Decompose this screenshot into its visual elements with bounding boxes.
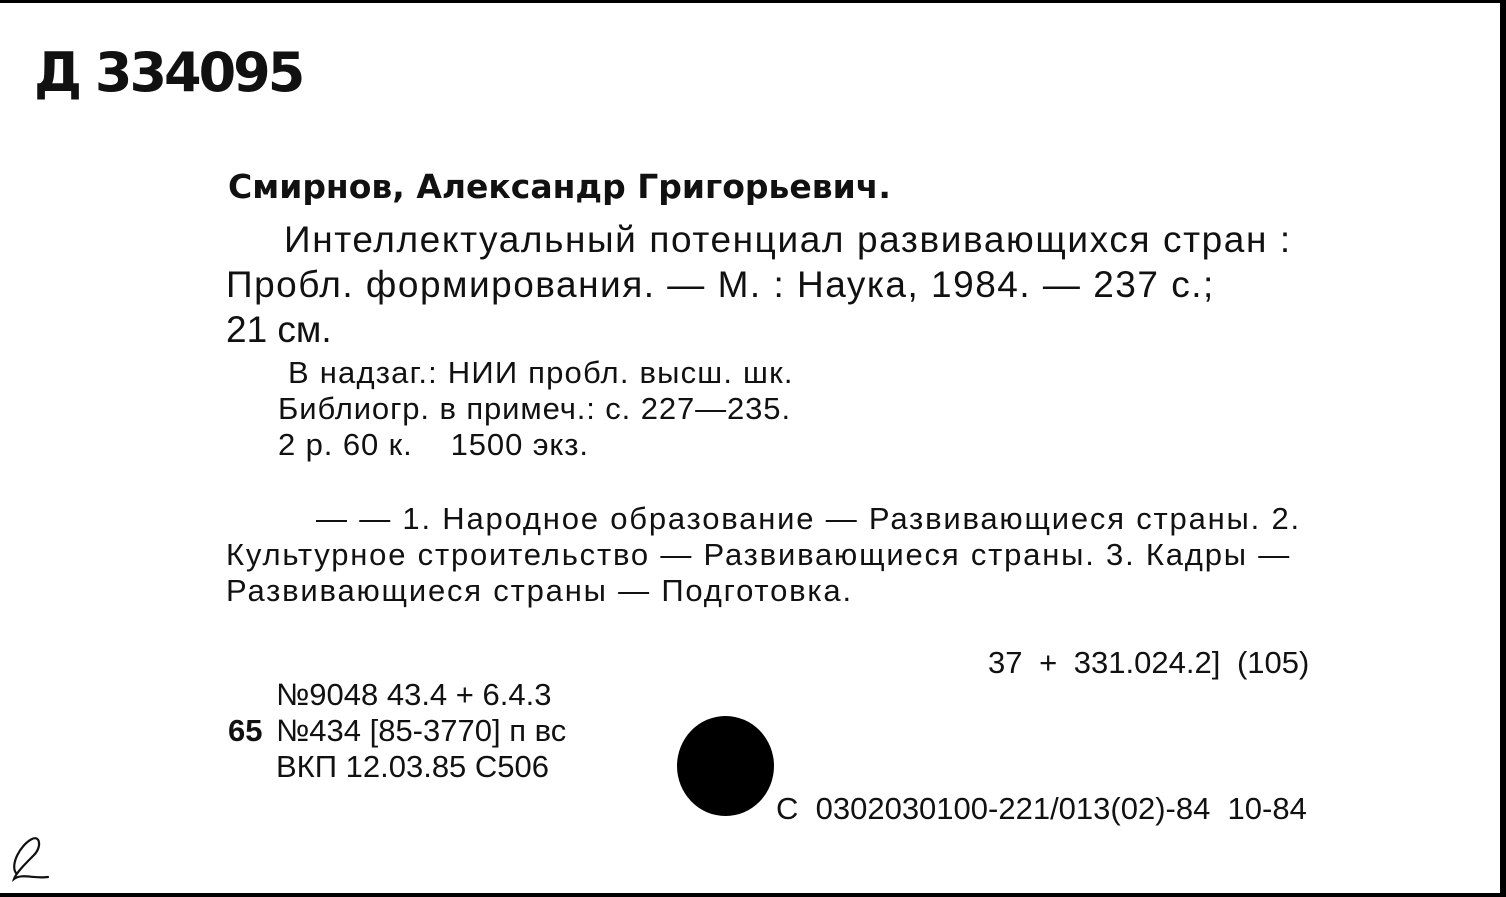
print-code-line: №434 [85-3770] п вс [276,713,567,748]
bbk-code: С 0302030100-221/013(02)-84 10-84 [776,791,1307,826]
subjects-line: — — 1. Народное образование — Развивающиеся страны. 2. [316,501,1301,536]
title-line: Пробл. формирования. — М. : Наука, 1984. — 237 с.; [226,264,1215,305]
print-code-line: ВКП 12.03.85 С506 [276,749,550,784]
print-prefix: 65 [228,713,263,748]
handwritten-mark [6,829,56,885]
punch-hole [677,716,774,816]
title-line: Интеллектуальный потенциал развивающихся стран : [284,219,1292,260]
udc-code: 37 + 331.024.2] (105) [988,645,1310,680]
print-code-line: №9048 43.4 + 6.4.3 [276,677,552,712]
note-line: В надзаг.: НИИ пробл. высш. шк. [288,355,794,390]
title-line: 21 см. [226,309,332,350]
subjects-line: Культурное строительство — Развивающиеся страны. 3. Кадры — [226,537,1292,572]
note-line: Библиогр. в примеч.: с. 227—235. [278,391,791,426]
accession-number: Д 334095 [34,41,303,104]
subjects-line: Развивающиеся страны — Подготовка. [226,573,853,608]
note-line: 2 р. 60 к. 1500 экз. [278,427,589,462]
author-name: Смирнов, Александр Григорьевич. [228,167,891,206]
